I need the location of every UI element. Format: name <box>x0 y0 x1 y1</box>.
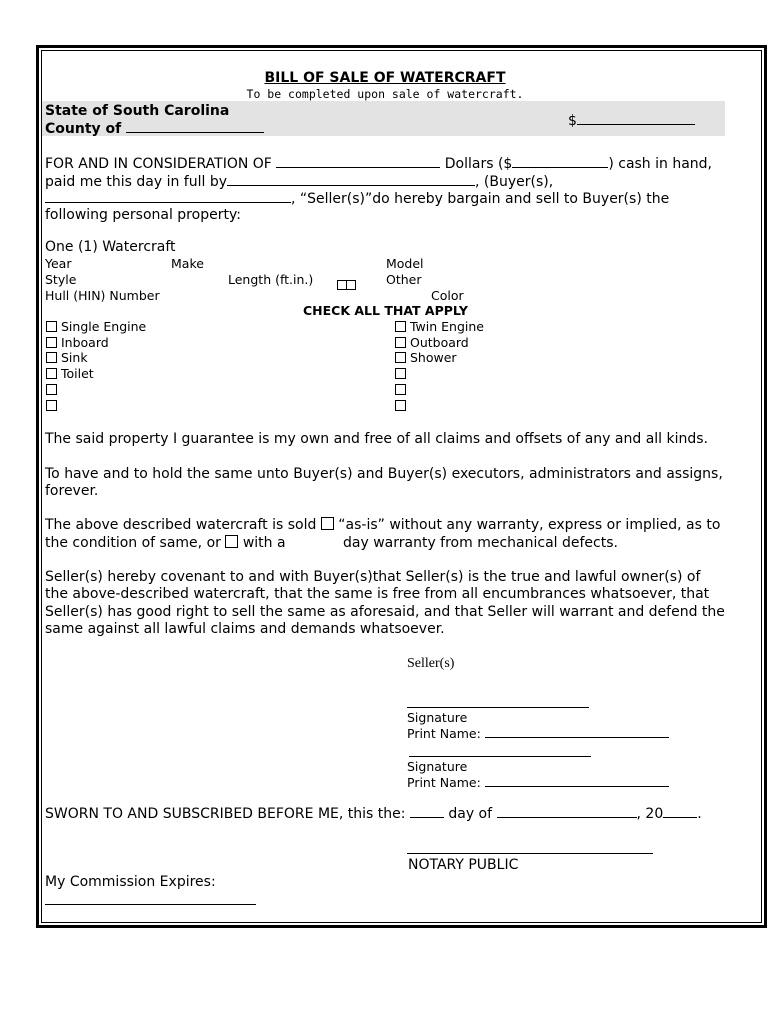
paid-by-field[interactable] <box>227 173 475 186</box>
blank-checkbox-right-2[interactable] <box>395 384 406 395</box>
warranty-text: day warranty from mechanical defects. <box>343 535 618 551</box>
dollars-text: Dollars ($ <box>444 156 513 172</box>
county-text: County of <box>45 121 122 137</box>
year-field[interactable] <box>663 805 697 818</box>
condition-text: the condition of same, or <box>45 535 221 551</box>
print-name-2 <box>407 774 669 790</box>
length-boxes <box>337 274 356 293</box>
checklist-item <box>395 398 406 413</box>
signature-label-2: Signature <box>407 759 468 774</box>
sworn-line <box>45 805 702 822</box>
amount-field[interactable] <box>577 112 695 125</box>
buyers-text: , (Buyer(s), <box>475 174 554 190</box>
blank-checkbox-right-1[interactable] <box>395 368 406 379</box>
year-prefix-text: , 20 <box>636 806 664 822</box>
checklist-label: Outboard <box>409 335 469 350</box>
single-engine-checkbox[interactable] <box>46 321 57 332</box>
commission-label: My Commission Expires: <box>45 874 216 890</box>
hold-text-1: To have and to hold the same unto Buyer(s) and Buyer(s) executors, administrators and assigns, <box>45 466 723 482</box>
as-is-checkbox[interactable] <box>321 517 334 530</box>
blank-checkbox-right-3[interactable] <box>395 400 406 411</box>
consideration-field[interactable] <box>276 155 440 168</box>
form-title: BILL OF SALE OF WATERCRAFT <box>264 70 506 86</box>
checklist-label: Toilet <box>60 366 94 381</box>
style-label: Style <box>45 272 77 287</box>
day-of-text: day of <box>448 806 493 822</box>
warranty-checkbox[interactable] <box>225 535 238 548</box>
model-label: Model <box>386 256 424 271</box>
checklist-item <box>395 319 484 334</box>
hold-text-2: forever. <box>45 483 99 499</box>
county-field[interactable] <box>126 120 264 133</box>
other-label: Other <box>386 272 422 287</box>
checklist-label: Shower <box>409 350 457 365</box>
sellers-heading: Seller(s) <box>407 656 455 671</box>
sold-line-1 <box>45 517 720 533</box>
checklist-label: Single Engine <box>60 319 147 334</box>
inboard-checkbox[interactable] <box>46 337 57 348</box>
length-in-box[interactable] <box>346 280 356 290</box>
year-label: Year <box>45 256 72 271</box>
consideration-line-3 <box>45 190 669 207</box>
shower-checkbox[interactable] <box>395 352 406 363</box>
blank-checkbox-left-1[interactable] <box>46 384 57 395</box>
consideration-line-1 <box>45 155 712 172</box>
print-name-label: Print Name: <box>407 726 481 741</box>
seller-name-field[interactable] <box>45 190 291 203</box>
covenant-text-1: Seller(s) hereby covenant to and with Buyer(s)that Seller(s) is the true and lawful owner(s) of <box>45 569 701 585</box>
check-all-heading: CHECK ALL THAT APPLY <box>303 303 468 318</box>
as-is-text: “as-is” without any warranty, express or implied, as to <box>338 517 721 533</box>
notary-label: NOTARY PUBLIC <box>408 857 519 873</box>
color-label: Color <box>431 288 464 303</box>
form-subtitle: To be completed upon sale of watercraft. <box>246 87 524 101</box>
commission-field[interactable] <box>45 904 256 905</box>
length-label: Length (ft.in.) <box>228 272 314 287</box>
month-field[interactable] <box>497 805 637 818</box>
make-label: Make <box>171 256 204 271</box>
print-name-field-2[interactable] <box>485 774 669 787</box>
checklist-item <box>395 382 406 397</box>
checklist-item <box>46 366 94 381</box>
print-name-1 <box>407 725 669 741</box>
twin-engine-checkbox[interactable] <box>395 321 406 332</box>
guarantee-text: The said property I guarantee is my own and free of all claims and offsets of any and all kinds. <box>45 431 709 447</box>
period-text: . <box>697 806 702 822</box>
checklist-item <box>46 382 57 397</box>
checklist-item <box>46 335 109 350</box>
following-text: following personal property: <box>45 207 241 223</box>
one-watercraft: One (1) Watercraft <box>45 239 176 255</box>
consideration-text: FOR AND IN CONSIDERATION OF <box>45 156 272 172</box>
with-a-text: with a <box>242 535 286 551</box>
dollars-field[interactable] <box>512 155 608 168</box>
checklist-item <box>46 350 88 365</box>
cash-text: ) cash in hand, <box>608 156 713 172</box>
checklist-item <box>46 398 57 413</box>
sink-checkbox[interactable] <box>46 352 57 363</box>
checklist-item <box>46 319 146 334</box>
consideration-line-2 <box>45 173 553 190</box>
paid-text: paid me this day in full by <box>45 174 228 190</box>
print-name-field-1[interactable] <box>485 725 669 738</box>
toilet-checkbox[interactable] <box>46 368 57 379</box>
dollar-sign: $ <box>568 113 577 129</box>
checklist-item <box>395 335 469 350</box>
sold-text: The above described watercraft is sold <box>45 517 317 533</box>
signature-line-1[interactable] <box>407 707 589 708</box>
notary-signature-line[interactable] <box>407 853 653 854</box>
amount-label <box>568 112 695 129</box>
signature-label-1: Signature <box>407 710 468 725</box>
covenant-text-4: same against all lawful claims and demands whatsoever. <box>45 621 445 637</box>
sold-line-2 <box>45 535 286 551</box>
state-label: State of South Carolina <box>45 103 230 119</box>
covenant-text-3: Seller(s) has good right to sell the same as aforesaid, and that Seller will warrant and defend the <box>45 604 725 620</box>
hull-label: Hull (HIN) Number <box>45 288 160 303</box>
signature-line-2[interactable] <box>409 756 591 757</box>
print-name-label: Print Name: <box>407 775 481 790</box>
checklist-label: Twin Engine <box>409 319 484 334</box>
checklist-label: Sink <box>60 350 88 365</box>
bargain-text: , “Seller(s)”do hereby bargain and sell to Buyer(s) the <box>291 191 670 207</box>
covenant-text-2: the above-described watercraft, that the same is free from all encumbrances whatsoever, that <box>45 586 710 602</box>
day-field[interactable] <box>410 805 444 818</box>
blank-checkbox-left-2[interactable] <box>46 400 57 411</box>
checklist-item <box>395 350 457 365</box>
checklist-item <box>395 366 406 381</box>
sworn-text: SWORN TO AND SUBSCRIBED BEFORE ME, this the: <box>45 806 406 822</box>
checklist-label: Inboard <box>60 335 109 350</box>
county-label <box>45 120 264 137</box>
outboard-checkbox[interactable] <box>395 337 406 348</box>
